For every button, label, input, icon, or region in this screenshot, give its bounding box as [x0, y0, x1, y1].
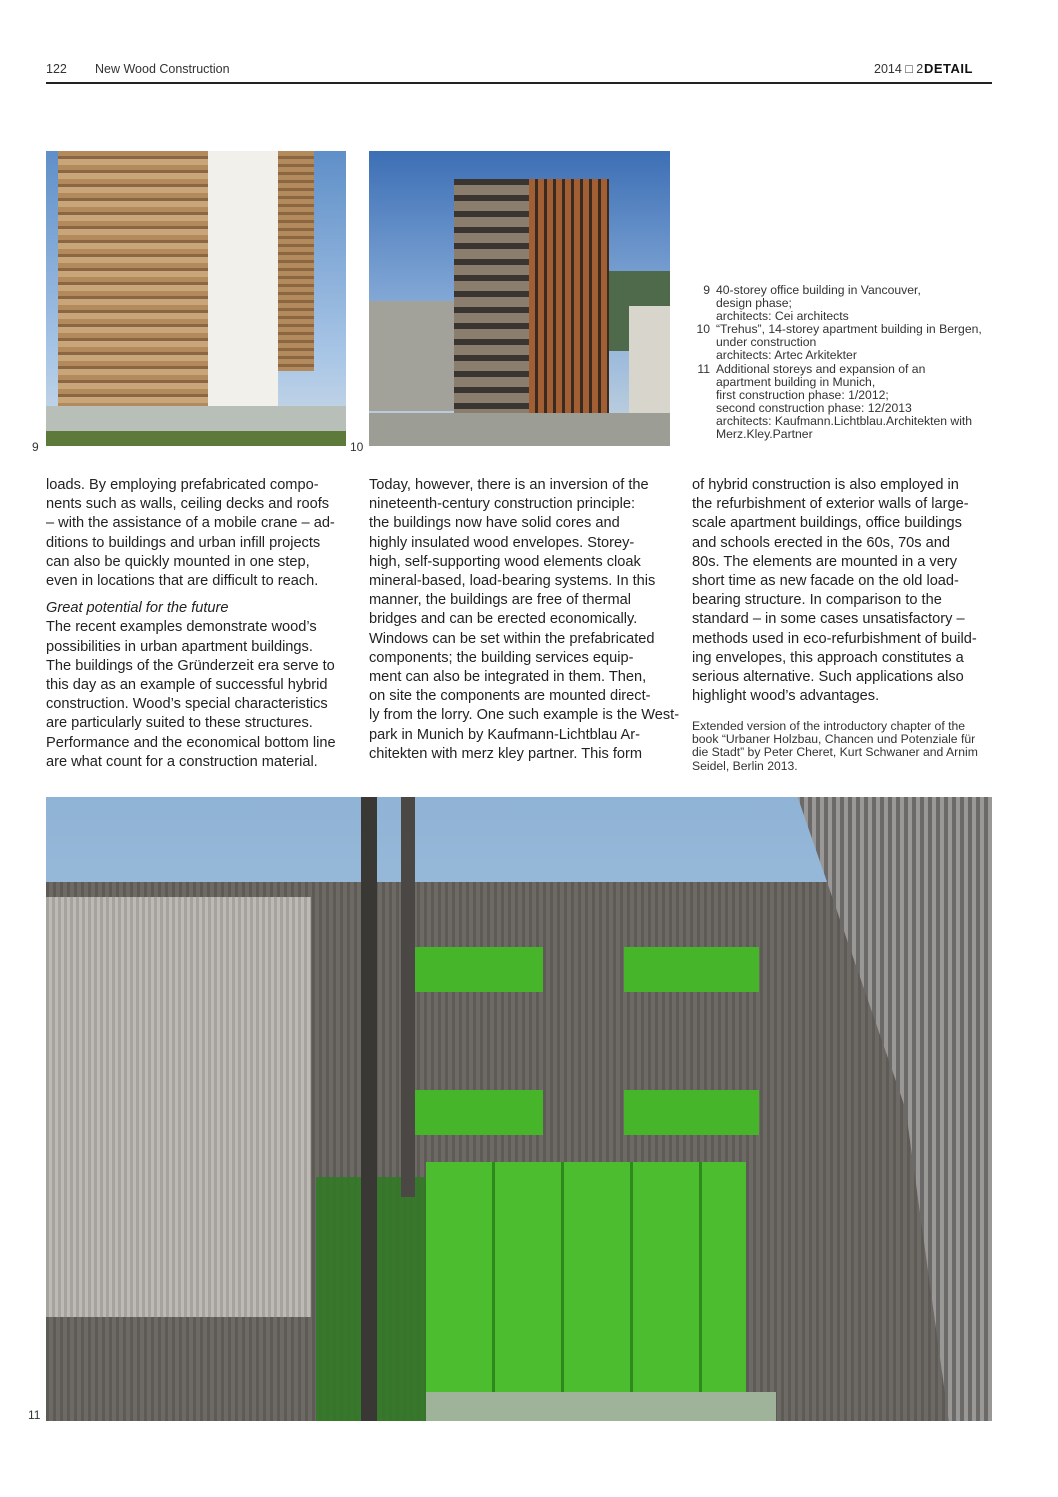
figure-9-image	[46, 151, 346, 446]
text-line: nents such as walls, ceiling decks and roofs	[46, 496, 330, 513]
text-line: The buildings of the Gründerzeit era serve to	[46, 657, 335, 674]
source-note: Extended version of the introductory chapter of the book “Urbaner Holzbau, Chancen und Potenziale für die Stadt” by Peter Cheret, Kurt Schwaner and Arnim Seidel, Berlin 2013.	[692, 719, 978, 773]
text-line: ing envelopes, this approach constitutes a	[692, 649, 964, 666]
text-line: scale apartment buildings, office buildings	[692, 515, 962, 532]
subheading: Great potential for the future	[46, 600, 229, 617]
caption-number	[694, 376, 716, 389]
text-line: Windows can be set within the prefabricated	[369, 630, 655, 647]
caption-text: under construction	[716, 335, 817, 350]
caption-number	[694, 415, 716, 428]
text-line: Today, however, there is an inversion of the	[369, 477, 649, 493]
text-line: components; the building services equip-	[369, 649, 634, 666]
body-column-3	[692, 476, 997, 706]
brand-logo: DETAIL	[924, 61, 973, 76]
section-title: New Wood Construction	[95, 62, 230, 76]
caption-text: second construction phase: 12/2013	[716, 400, 912, 415]
caption-text: “Trehus”, 14-storey apartment building in Bergen,	[716, 322, 982, 337]
text-line: loads. By employing prefabricated compo-	[46, 477, 319, 493]
text-line: ditions to buildings and urban infill projects	[46, 534, 321, 551]
text-line: and schools erected in the 60s, 70s and	[692, 534, 950, 551]
caption-line	[694, 402, 982, 415]
caption-text: Merz.Kley.Partner	[716, 427, 813, 442]
text-line: are what count for a construction material.	[46, 753, 318, 770]
caption-number	[694, 402, 716, 415]
text-line: short time as new facade on the old load-	[692, 573, 959, 590]
text-line: the buildings now have solid cores and	[369, 515, 620, 532]
paragraph	[46, 618, 351, 772]
text-line: ment can also be integrated in them. Then,	[369, 669, 647, 686]
text-line: park in Munich by Kaufmann-Lichtblau Ar-	[369, 726, 640, 743]
text-line: manner, the buildings are free of thermal	[369, 592, 632, 609]
caption-number	[694, 389, 716, 402]
figure-11-number: 11	[28, 1408, 41, 1422]
body-column-1	[46, 476, 351, 772]
paragraph	[692, 476, 997, 706]
issue-label: 2014 □ 2	[874, 62, 924, 76]
text-line: the refurbishment of exterior walls of large-	[692, 496, 969, 513]
caption-text: Additional storeys and expansion of an	[716, 361, 926, 376]
text-line: bridges and can be erected economically.	[369, 611, 638, 628]
figure-10-image	[369, 151, 670, 446]
caption-line	[694, 389, 982, 402]
caption-line	[694, 363, 982, 376]
text-line: are particularly suited to these structures.	[46, 715, 313, 732]
figure-9-number: 9	[32, 440, 39, 454]
text-line: 80s. The elements are mounted in a very	[692, 553, 957, 570]
caption-text: 40-storey office building in Vancouver,	[716, 283, 921, 297]
text-line: highlight wood’s advantages.	[692, 688, 880, 705]
page-number: 122	[46, 62, 67, 76]
caption-number: 11	[697, 361, 710, 376]
caption-number	[694, 349, 716, 362]
paragraph	[46, 476, 351, 591]
caption-text: architects: Kaufmann.Lichtblau.Architekten with	[716, 413, 973, 428]
text-line: highly insulated wood envelopes. Storey-	[369, 534, 635, 551]
caption-number	[694, 336, 716, 349]
text-line: even in locations that are difficult to reach.	[46, 573, 319, 590]
caption-text: architects: Cei architects	[716, 309, 849, 324]
text-line: serious alternative. Such applications also	[692, 669, 964, 686]
caption-text: architects: Artec Arkitekter	[716, 348, 857, 363]
caption-number	[694, 428, 716, 441]
caption-line	[694, 376, 982, 389]
text-line: – with the assistance of a mobile crane – ad-	[46, 515, 335, 532]
caption-text: apartment building in Munich,	[716, 374, 876, 389]
text-line: can also be quickly mounted in one step,	[46, 553, 310, 570]
text-line: on site the components are mounted direct-	[369, 688, 651, 705]
text-line: bearing structure. In comparison to the	[692, 592, 942, 609]
text-line: nineteenth-century construction principle:	[369, 496, 636, 513]
text-line: possibilities in urban apartment buildings.	[46, 638, 313, 655]
text-line: construction. Wood’s special characteristics	[46, 696, 328, 713]
text-line: high, self-supporting wood elements cloak	[369, 553, 641, 570]
caption-line	[694, 349, 982, 362]
text-line: of hybrid construction is also employed in	[692, 477, 959, 493]
text-line: chitekten with merz kley partner. This form	[369, 745, 643, 762]
text-line: ly from the lorry. One such example is the West-	[369, 707, 680, 724]
text-line: mineral-based, load-bearing systems. In this	[369, 573, 656, 590]
paragraph	[369, 476, 680, 764]
text-line: The recent examples demonstrate wood’s	[46, 619, 317, 636]
caption-number	[694, 297, 716, 310]
text-line: standard – in some cases unsatisfactory –	[692, 611, 965, 628]
caption-line	[694, 428, 982, 441]
text-line: methods used in eco-refurbishment of build-	[692, 630, 977, 647]
figure-10-number: 10	[350, 440, 364, 454]
caption-number: 10	[696, 322, 710, 337]
text-line: Performance and the economical bottom line	[46, 734, 336, 751]
text-line: this day as an example of successful hybrid	[46, 677, 328, 694]
figure-captions	[694, 284, 982, 441]
caption-text: first construction phase: 1/2012;	[716, 387, 889, 402]
header-rule	[46, 82, 992, 84]
caption-text: design phase;	[716, 296, 792, 311]
body-column-2	[369, 476, 680, 764]
figure-11-image	[46, 797, 992, 1421]
caption-number: 9	[703, 283, 710, 297]
